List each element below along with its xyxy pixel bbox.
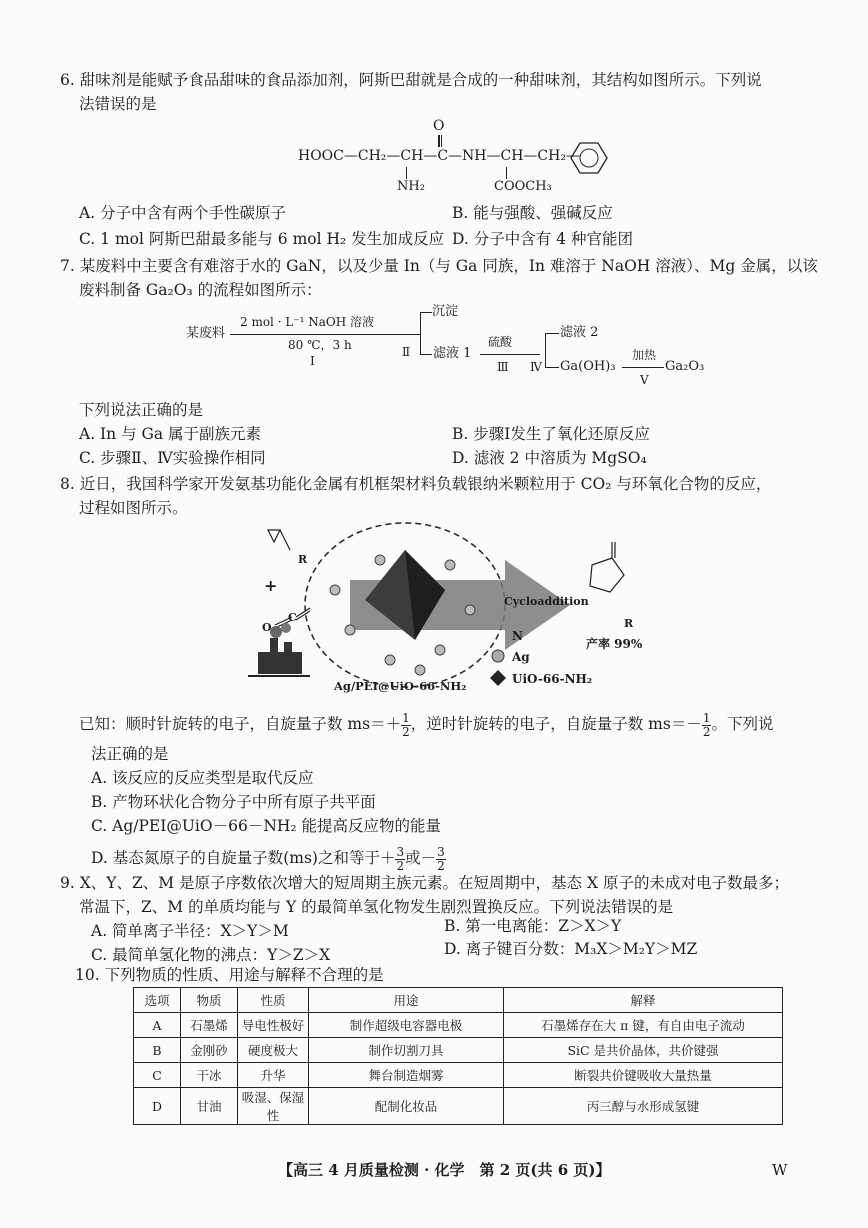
flow-branch-top	[420, 312, 432, 313]
flow-branch-top-2	[545, 333, 559, 334]
q6-option-c: C. 1 mol 阿斯巴甜最多能与 6 mol H₂ 发生加成反应	[79, 230, 445, 248]
table-cell: 配制化妆品	[309, 1088, 504, 1125]
q8-known	[79, 712, 773, 738]
flow-heat: 加热	[632, 348, 657, 362]
table-cell: 石墨烯	[181, 1013, 238, 1038]
table-header-cell: 性质	[238, 988, 309, 1013]
fig-co2-o: O	[262, 621, 272, 634]
q8-known-part1: 已知：顺时针旋转的电子，自旋量子数 ms＝＋	[79, 715, 402, 734]
table-header-cell: 物质	[181, 988, 238, 1013]
frac-den: 2	[702, 724, 711, 739]
fig-yield: 产率 99%	[586, 637, 643, 651]
frac-three-half-plus	[395, 846, 405, 872]
frac-num: 1	[702, 711, 711, 725]
q7-stem-line2: 废料制备 Ga₂O₃ 的流程如图所示：	[79, 281, 322, 299]
q8-known-part2: ，逆时针旋转的电子，自旋量子数 ms＝－	[410, 715, 702, 734]
q8-stem-line2: 过程如图所示。	[79, 499, 188, 517]
fig-legend-uio: UiO-66-NH₂	[512, 672, 593, 686]
q8-option-d-part2: 或－	[405, 849, 437, 868]
table-cell: 舞台制造烟雾	[309, 1063, 504, 1088]
q7-option-d: D. 滤液 2 中溶质为 MgSO₄	[452, 449, 647, 467]
frac-num: 3	[396, 845, 405, 859]
q6-stem-line1: 6. 甜味剂是能赋予食品甜味的食品添加剂，阿斯巴甜就是合成的一种甜味剂，其结构如图所示。下列说	[60, 71, 762, 89]
page-footer: 【高三 4 月质量检测 · 化学 第 2 页(共 6 页)】	[278, 1161, 611, 1179]
table-cell: 干冰	[181, 1063, 238, 1088]
q8-known-part3: 。下列说	[711, 715, 774, 734]
q9-option-c: C. 最简单氢化物的沸点：Y＞Z＞X	[91, 946, 331, 964]
q9-option-d: D. 离子键百分数：M₃X＞M₂Y＞MZ	[444, 940, 698, 958]
flow-reagent: 2 mol · L⁻¹ NaOH 溶液	[240, 315, 375, 329]
table-cell: 制作超级电容器电极	[309, 1013, 504, 1038]
fig-product-r: R	[624, 617, 634, 630]
flow-step-1: Ⅰ	[310, 354, 315, 368]
q9-stem-line2: 常温下，Z、M 的单质均能与 Y 的最简单氢化物发生剧烈置换反应。下列说法错误的是	[79, 898, 674, 916]
flow-acid: 硫酸	[488, 335, 513, 349]
fig-legend-ag: Ag	[512, 650, 530, 664]
q8-ask: 法正确的是	[91, 745, 169, 763]
benzene-ring-icon	[570, 140, 610, 176]
fig-plus: +	[264, 576, 278, 595]
q7-option-a: A. In 与 Ga 属于副族元素	[79, 425, 262, 443]
table-header-cell: 选项	[134, 988, 181, 1013]
q6-option-a: A. 分子中含有两个手性碳原子	[79, 204, 287, 222]
table-cell: D	[134, 1088, 181, 1125]
flow-step-2: Ⅱ	[402, 345, 411, 359]
flow-arrow-2	[480, 354, 540, 355]
footer-mark: W	[772, 1161, 788, 1179]
fig-catalyst-label: Ag/PEI@UiO-66-NH₂	[334, 679, 467, 693]
table-cell: 升华	[238, 1063, 309, 1088]
table-cell: 导电性极好	[238, 1013, 309, 1038]
q9-option-a: A. 简单离子半径：X＞Y＞M	[91, 922, 289, 940]
frac-num: 3	[437, 845, 445, 859]
table-cell: 金刚砂	[181, 1038, 238, 1063]
q10-stem: 10. 下列物质的性质、用途与解释不合理的是	[75, 966, 384, 984]
fig-legend-n: N	[512, 629, 523, 643]
struct-bond-ester	[506, 167, 508, 179]
struct-cooch3: COOCH₃	[494, 179, 552, 194]
flow-arrow-1	[230, 334, 420, 335]
flow-step-4: Ⅳ	[530, 360, 542, 374]
q8-option-d	[91, 846, 446, 872]
table-row	[134, 1088, 783, 1125]
table-cell: 制作切割刀具	[309, 1038, 504, 1063]
fig-epoxide-r: R	[298, 553, 308, 566]
q6-option-d: D. 分子中含有 4 种官能团	[452, 230, 633, 248]
table-cell: 断裂共价键吸收大量热量	[504, 1063, 783, 1088]
table-cell: SiC 是共价晶体，共价键强	[504, 1038, 783, 1063]
table-cell: 甘油	[181, 1088, 238, 1125]
table-cell: C	[134, 1063, 181, 1088]
q8-option-a: A. 该反应的反应类型是取代反应	[91, 769, 314, 787]
q7-ask: 下列说法正确的是	[79, 401, 204, 419]
table-header-cell: 用途	[309, 988, 504, 1013]
struct-main-chain: HOOC—CH₂—CH—C—NH—CH—CH₂—	[298, 148, 580, 164]
table-cell: 硬度极大	[238, 1038, 309, 1063]
q9-stem-line1: 9. X、Y、Z、M 是原子序数依次增大的短周期主族元素。在短周期中，基态 X 原子的未成对电子数最多；	[60, 874, 789, 892]
q7-stem-line1: 7. 某废料中主要含有难溶于水的 GaN，以及少量 In（与 Ga 同族，In 难溶于 NaOH 溶液）、Mg 金属，以该	[60, 257, 818, 275]
table-cell: 石墨烯存在大 π 键，有自由电子流动	[504, 1013, 783, 1038]
table-header-cell: 解释	[504, 988, 783, 1013]
q7-option-b: B. 步骤Ⅰ发生了氧化还原反应	[452, 425, 650, 443]
q8-option-c: C. Ag/PEI@UiO－66－NH₂ 能提高反应物的能量	[91, 817, 442, 835]
table-cell: 吸湿、保湿性	[238, 1088, 309, 1125]
flow-condition: 80 ℃，3 h	[288, 338, 352, 352]
reaction-scheme-graphic	[240, 520, 680, 700]
table-header-row	[134, 988, 783, 1013]
table-cell: 丙三醇与水形成氢键	[504, 1088, 783, 1125]
flow-split-line	[420, 312, 422, 354]
flow-gaoh3: Ga(OH)₃	[560, 359, 616, 374]
flow-branch-bottom-2	[545, 367, 559, 368]
frac-den: 2	[402, 724, 410, 739]
table-cell: B	[134, 1038, 181, 1063]
frac-half-plus	[401, 712, 411, 738]
q6-stem-line2: 法错误的是	[79, 95, 157, 113]
table-row	[134, 1013, 783, 1038]
flow-precipitate: 沉淀	[432, 304, 459, 319]
table-row	[134, 1063, 783, 1088]
struct-carbonyl-o: O	[433, 118, 445, 134]
flow-split-line-2	[545, 333, 547, 367]
q7-option-c: C. 步骤Ⅱ、Ⅳ实验操作相同	[79, 449, 266, 467]
q8-option-b: B. 产物环状化合物分子中所有原子共平面	[91, 793, 376, 811]
q8-stem-line1: 8. 近日，我国科学家开发氨基功能化金属有机框架材料负载银纳米颗粒用于 CO₂ 与环氧化合物的反应，	[60, 475, 772, 493]
frac-den: 2	[396, 858, 405, 873]
fig-cycloaddition: Cycloaddition	[504, 595, 589, 608]
q8-option-d-part1: D. 基态氮原子的自旋量子数(ms)之和等于＋	[91, 849, 396, 868]
table-row	[134, 1038, 783, 1063]
flow-branch-bottom	[420, 354, 432, 355]
frac-num: 1	[402, 711, 410, 725]
frac-three-half-minus	[436, 846, 446, 872]
properties-table	[133, 987, 783, 1125]
q9-option-b: B. 第一电离能：Z＞X＞Y	[444, 917, 622, 935]
flow-step-5: Ⅴ	[640, 373, 649, 387]
flow-step-3: Ⅲ	[497, 360, 509, 374]
fig-co2-c: C	[288, 611, 297, 624]
struct-double-bond-2	[441, 135, 443, 147]
flow-filtrate-2: 滤液 2	[560, 325, 599, 340]
flow-ga2o3: Ga₂O₃	[665, 359, 705, 374]
flow-arrow-3	[622, 367, 664, 368]
flow-filtrate-1: 滤液 1	[433, 346, 472, 361]
flow-start: 某废料	[186, 326, 226, 341]
frac-den: 2	[437, 858, 445, 873]
q6-option-b: B. 能与强酸、强碱反应	[452, 204, 613, 222]
struct-nh2: NH₂	[397, 179, 425, 194]
struct-bond-nh2	[406, 167, 408, 179]
table-cell: A	[134, 1013, 181, 1038]
